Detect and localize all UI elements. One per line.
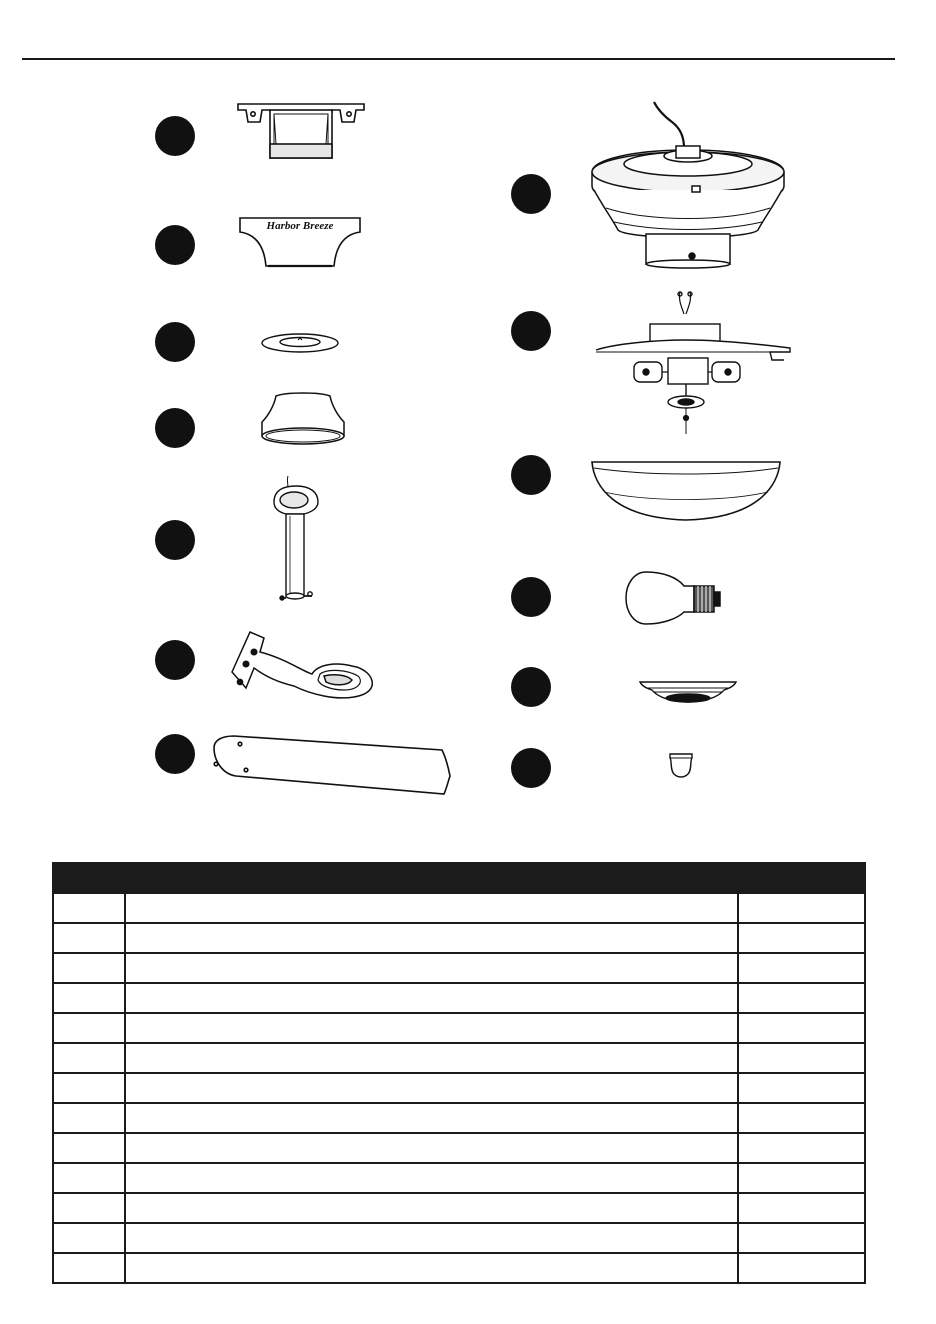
part-badge-right-2 [511,311,551,351]
part-cell [54,1044,126,1072]
part-badge-left-1 [155,116,195,156]
table-row [54,1222,864,1252]
part-badge-right-3 [511,455,551,495]
canopy-ring-icon [260,332,340,354]
part-cell [54,924,126,952]
coupling-cover-icon [256,390,350,446]
quantity-cell [739,1254,864,1282]
table-row [54,982,864,1012]
part-badge-right-6 [511,748,551,788]
parts-table-header [52,862,866,894]
motor-housing-icon [588,98,788,270]
top-rule [22,58,895,60]
description-cell [126,1224,739,1252]
quantity-cell [739,1134,864,1162]
description-cell [126,1134,739,1162]
part-badge-right-5 [511,667,551,707]
quantity-cell [739,1194,864,1222]
part-cell [54,1014,126,1042]
part-cell [54,1074,126,1102]
quantity-cell [739,1164,864,1192]
canopy-icon [238,214,362,272]
table-row [54,952,864,982]
downrod-icon [268,472,328,606]
description-cell [126,1194,739,1222]
quantity-cell [739,894,864,922]
part-badge-left-7 [155,734,195,774]
quantity-cell [739,1014,864,1042]
parts-table [52,862,866,1284]
quantity-cell [739,1074,864,1102]
brand-mark: Harbor Breeze [266,220,334,232]
description-cell [126,1044,739,1072]
part-badge-right-1 [511,174,551,214]
table-row [54,1162,864,1192]
quantity-cell [739,1104,864,1132]
mounting-bracket-icon [236,100,366,162]
description-cell [126,894,739,922]
pull-chain-fob-icon [666,750,696,780]
table-row [54,1012,864,1042]
part-cell [54,1224,126,1252]
description-cell [126,1014,739,1042]
table-row [54,1132,864,1162]
quantity-cell [739,1224,864,1252]
part-badge-left-3 [155,322,195,362]
glass-shade-icon [588,458,784,524]
table-row [54,1102,864,1132]
table-row [54,894,864,922]
description-cell [126,1164,739,1192]
part-cell [54,954,126,982]
part-badge-left-6 [155,640,195,680]
table-row [54,1252,864,1282]
table-row [54,922,864,952]
description-cell [126,984,739,1012]
part-cell [54,1104,126,1132]
description-cell [126,1104,739,1132]
part-badge-right-4 [511,577,551,617]
finial-cap-icon [638,676,738,706]
part-badge-left-2 [155,225,195,265]
description-cell [126,954,739,982]
part-cell [54,1164,126,1192]
light-bulb-icon [624,568,722,626]
description-cell [126,1254,739,1282]
quantity-cell [739,984,864,1012]
part-cell [54,1194,126,1222]
blade-arm-icon [224,628,384,702]
quantity-cell [739,1044,864,1072]
part-cell [54,984,126,1012]
description-cell [126,1074,739,1102]
part-cell [54,894,126,922]
quantity-cell [739,954,864,982]
table-row [54,1192,864,1222]
table-row [54,1072,864,1102]
part-badge-left-4 [155,408,195,448]
description-cell [126,924,739,952]
light-kit-icon [594,288,798,438]
parts-table-body [52,894,866,1284]
table-row [54,1042,864,1072]
part-cell [54,1134,126,1162]
part-cell [54,1254,126,1282]
blade-icon [210,730,456,798]
quantity-cell [739,924,864,952]
part-badge-left-5 [155,520,195,560]
